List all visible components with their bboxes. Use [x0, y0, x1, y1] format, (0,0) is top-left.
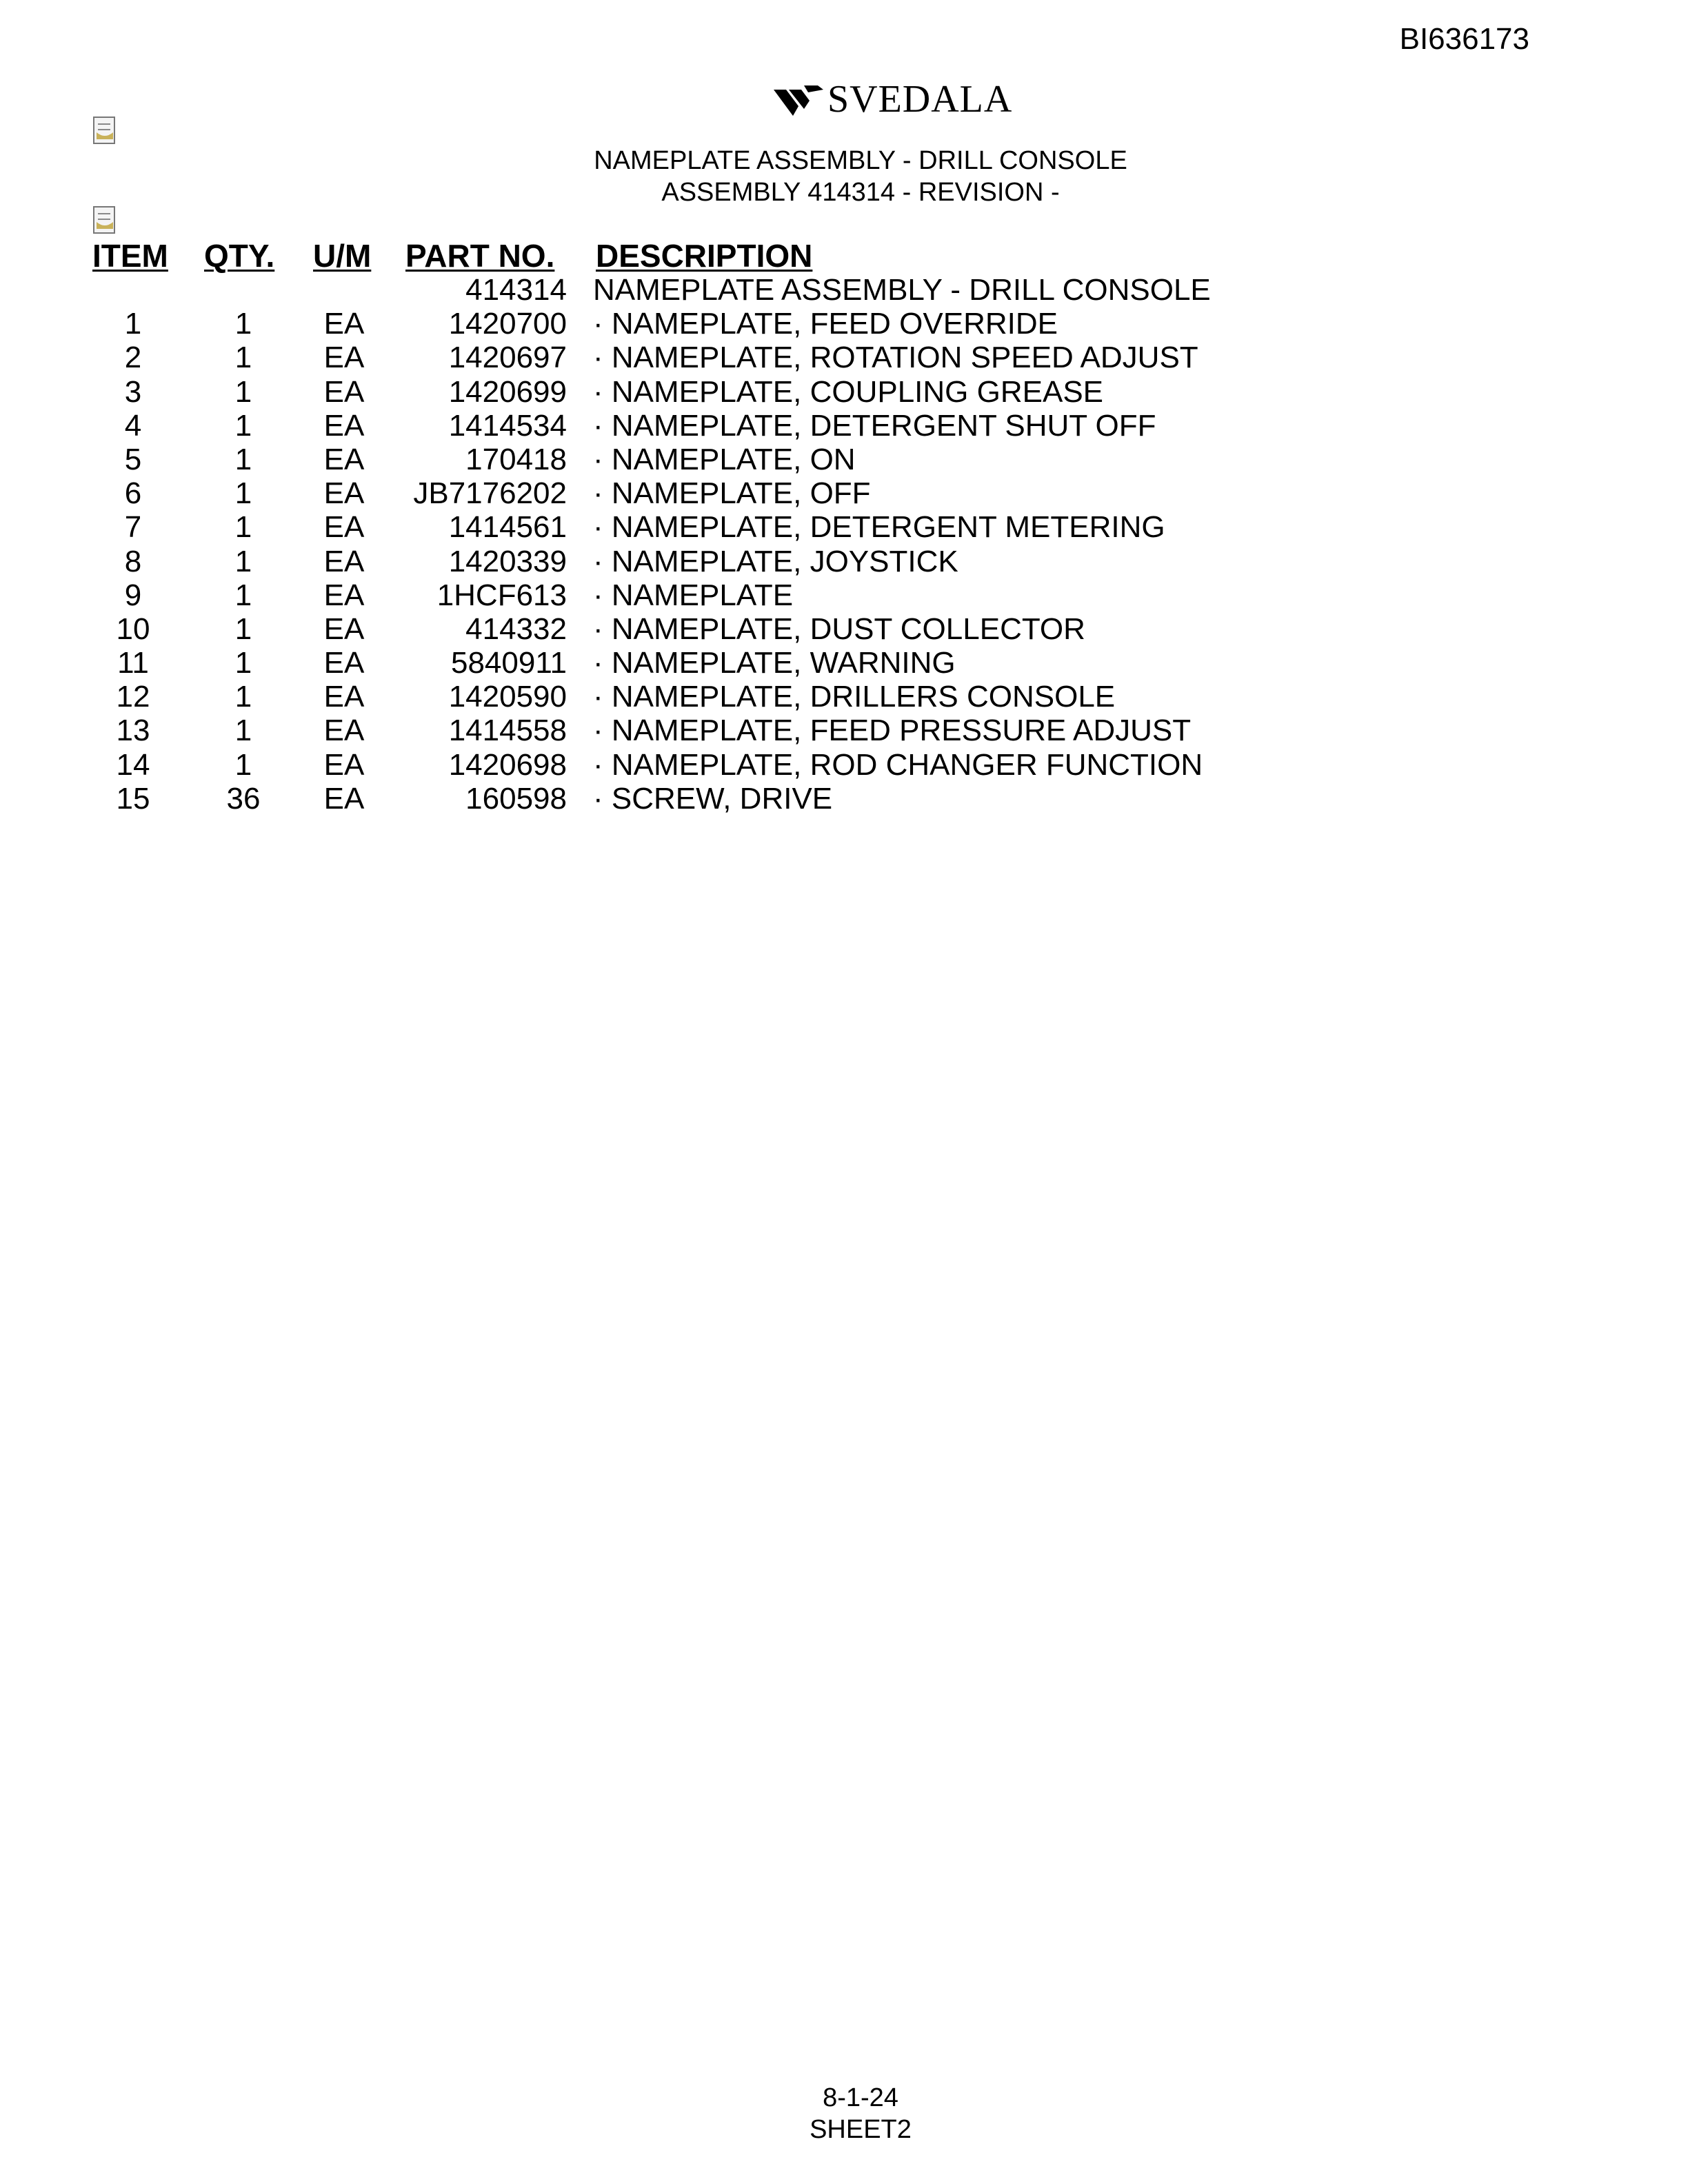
cell-description: · NAMEPLATE, FEED PRESSURE ADJUST [593, 714, 1192, 748]
cell-qty: 1 [234, 544, 252, 578]
table-row [0, 680, 1688, 714]
cell-part-no: JB7176202 [413, 476, 567, 511]
cell-item: 15 [116, 781, 150, 816]
cell-part-no: 1420590 [448, 680, 567, 714]
cell-part-no: 160598 [465, 781, 567, 816]
cell-item: 13 [116, 714, 150, 748]
cell-qty: 1 [234, 680, 252, 714]
cell-qty: 1 [234, 374, 252, 409]
table-row [0, 612, 1688, 646]
table-row [0, 782, 1688, 816]
cell-description: · NAMEPLATE, DETERGENT SHUT OFF [593, 408, 1156, 443]
revision-date: 8-1-24 [823, 2083, 898, 2112]
cell-item: 6 [124, 476, 142, 511]
cell-part-no: 1420700 [448, 307, 567, 341]
document-icon [91, 116, 119, 146]
table-row [0, 714, 1688, 747]
cell-description: · NAMEPLATE, ROTATION SPEED ADJUST [593, 341, 1198, 375]
cell-um: EA [323, 714, 365, 748]
cell-item: 14 [116, 747, 150, 782]
cell-description: · NAMEPLATE, COUPLING GREASE [593, 374, 1104, 409]
table-row [0, 307, 1688, 341]
brand-logo [772, 77, 1012, 121]
cell-part-no: 1420699 [448, 374, 567, 409]
cell-description: · SCREW, DRIVE [593, 781, 833, 816]
cell-part-no: 1414534 [448, 408, 567, 443]
cell-um: EA [323, 476, 365, 511]
table-row [0, 375, 1688, 409]
cell-qty: 36 [226, 781, 261, 816]
cell-qty: 1 [234, 747, 252, 782]
cell-um: EA [323, 747, 365, 782]
cell-qty: 1 [234, 442, 252, 476]
table-row [0, 646, 1688, 680]
column-header-part-no: PART NO. [405, 238, 555, 274]
cell-description: · NAMEPLATE, DETERGENT METERING [593, 510, 1165, 545]
parts-table-header [0, 237, 1688, 276]
cell-um: EA [323, 680, 365, 714]
cell-item: 9 [124, 578, 142, 612]
cell-qty: 1 [234, 408, 252, 443]
cell-part-no: 1420697 [448, 341, 567, 375]
cell-qty: 1 [234, 510, 252, 545]
cell-description: · NAMEPLATE, WARNING [593, 646, 956, 680]
doc-number: BI636173 [1399, 22, 1529, 56]
column-header-item: ITEM [92, 238, 168, 274]
page-footer [0, 2082, 1688, 2145]
cell-qty: 1 [234, 476, 252, 511]
cell-description: · NAMEPLATE, JOYSTICK [593, 544, 958, 578]
cell-part-no: 414332 [465, 611, 567, 646]
cell-item: 5 [124, 442, 142, 476]
subtitle-line: ASSEMBLY 414314 - REVISION - [661, 178, 1060, 207]
cell-description: · NAMEPLATE, OFF [593, 476, 871, 511]
cell-item: 8 [124, 544, 142, 578]
cell-part-no: 5840911 [450, 646, 567, 680]
cell-qty: 1 [234, 341, 252, 375]
cell-description: · NAMEPLATE [593, 578, 794, 612]
cell-qty: 1 [234, 714, 252, 748]
table-row [0, 273, 1688, 307]
cell-um: EA [323, 442, 365, 476]
cell-description: · NAMEPLATE, ON [593, 442, 856, 476]
cell-description: · NAMEPLATE, ROD CHANGER FUNCTION [593, 747, 1203, 782]
cell-description: · NAMEPLATE, DRILLERS CONSOLE [593, 680, 1116, 714]
cell-um: EA [323, 408, 365, 443]
title-line: NAMEPLATE ASSEMBLY - DRILL CONSOLE [594, 146, 1127, 175]
cell-part-no: 1414561 [448, 510, 567, 545]
cell-description: · NAMEPLATE, DUST COLLECTOR [593, 611, 1085, 646]
cell-qty: 1 [234, 307, 252, 341]
cell-description: NAMEPLATE ASSEMBLY - DRILL CONSOLE [593, 273, 1211, 307]
table-row [0, 476, 1688, 510]
cell-item: 3 [124, 374, 142, 409]
cell-part-no: 170418 [465, 442, 567, 476]
cell-qty: 1 [234, 578, 252, 612]
document-icon [91, 205, 119, 236]
column-header-qty: QTY. [204, 238, 275, 274]
cell-part-no: 1414558 [448, 714, 567, 748]
cell-um: EA [323, 646, 365, 680]
cell-part-no: 1420698 [448, 747, 567, 782]
cell-item: 1 [124, 307, 142, 341]
table-row [0, 545, 1688, 578]
cell-um: EA [323, 374, 365, 409]
logo-text: SVEDALA [827, 78, 1013, 121]
cell-item: 11 [117, 646, 149, 680]
cell-qty: 1 [234, 611, 252, 646]
cell-item: 4 [124, 408, 142, 443]
column-header-um: U/M [313, 238, 372, 274]
column-header-description: DESCRIPTION [596, 238, 813, 274]
cell-item: 12 [116, 680, 150, 714]
cell-part-no: 1420339 [448, 544, 567, 578]
table-row [0, 510, 1688, 544]
cell-um: EA [323, 611, 365, 646]
cell-um: EA [323, 544, 365, 578]
cell-part-no: 1HCF613 [436, 578, 567, 612]
cell-um: EA [323, 341, 365, 375]
cell-um: EA [323, 578, 365, 612]
cell-um: EA [323, 510, 365, 545]
sheet-number: SHEET2 [810, 2115, 912, 2144]
parts-table-body [0, 273, 1688, 816]
cell-qty: 1 [234, 646, 252, 680]
cell-description: · NAMEPLATE, FEED OVERRIDE [593, 307, 1058, 341]
table-row [0, 748, 1688, 782]
table-row [0, 341, 1688, 374]
table-row [0, 578, 1688, 612]
table-row [0, 409, 1688, 443]
cell-item: 7 [124, 510, 142, 545]
cell-um: EA [323, 781, 365, 816]
svedala-logo-icon [772, 80, 825, 119]
cell-item: 2 [124, 341, 142, 375]
cell-item: 10 [116, 611, 150, 646]
document-title [0, 145, 1688, 208]
cell-part-no: 414314 [465, 273, 567, 307]
cell-um: EA [323, 307, 365, 341]
table-row [0, 443, 1688, 476]
